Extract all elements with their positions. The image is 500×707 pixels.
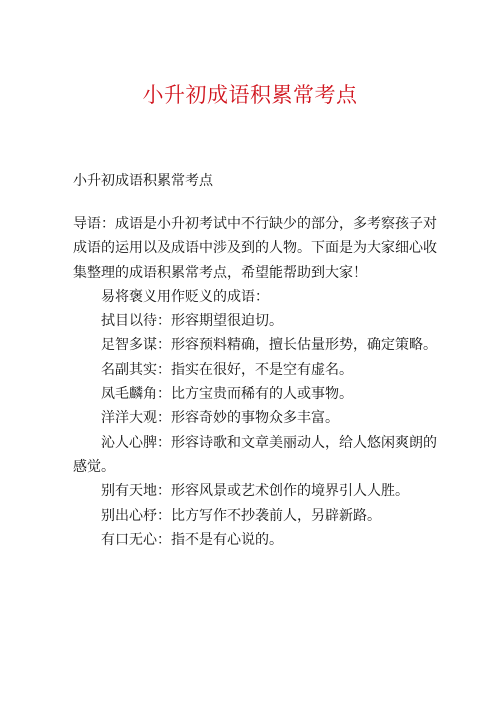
idiom-entry: 别出心杼：比方写作不抄袭前人，另辟新路。	[101, 507, 381, 524]
intro-paragraph: 导语：成语是小升初考试中不行缺少的部分，多考察孩子对成语的运用以及成语中涉及到的人物。下面是为大家细心收集整理的成语积累常考点，希望能帮助到大家！	[73, 216, 437, 281]
idiom-entry: 足智多谋：形容预料精确，擅长估量形势，确定策略。	[101, 337, 437, 354]
idiom-entry: 别有天地：形容风景或艺术创作的境界引人人胜。	[101, 483, 409, 500]
idiom-entry: 拭目以待：形容期望很迫切。	[101, 313, 283, 330]
document-subtitle: 小升初成语积累常考点	[73, 173, 213, 189]
document-title: 小升初成语积累常考点	[142, 83, 358, 107]
document-body	[73, 212, 437, 552]
section-heading: 易将褒义用作贬义的成语：	[101, 288, 269, 305]
idiom-entry: 名副其实：指实在很好，不是空有虚名。	[101, 361, 353, 378]
idiom-entry: 凤毛麟角：比方宝贵而稀有的人或事物。	[101, 386, 353, 403]
idiom-entry: 洋洋大观：形容奇妙的事物众多丰富。	[101, 410, 339, 427]
idiom-entry: 沁人心脾：形容诗歌和文章美丽动人，给人悠闲爽朗的感觉。	[73, 434, 437, 475]
idiom-entry: 有口无心：指不是有心说的。	[101, 531, 283, 548]
